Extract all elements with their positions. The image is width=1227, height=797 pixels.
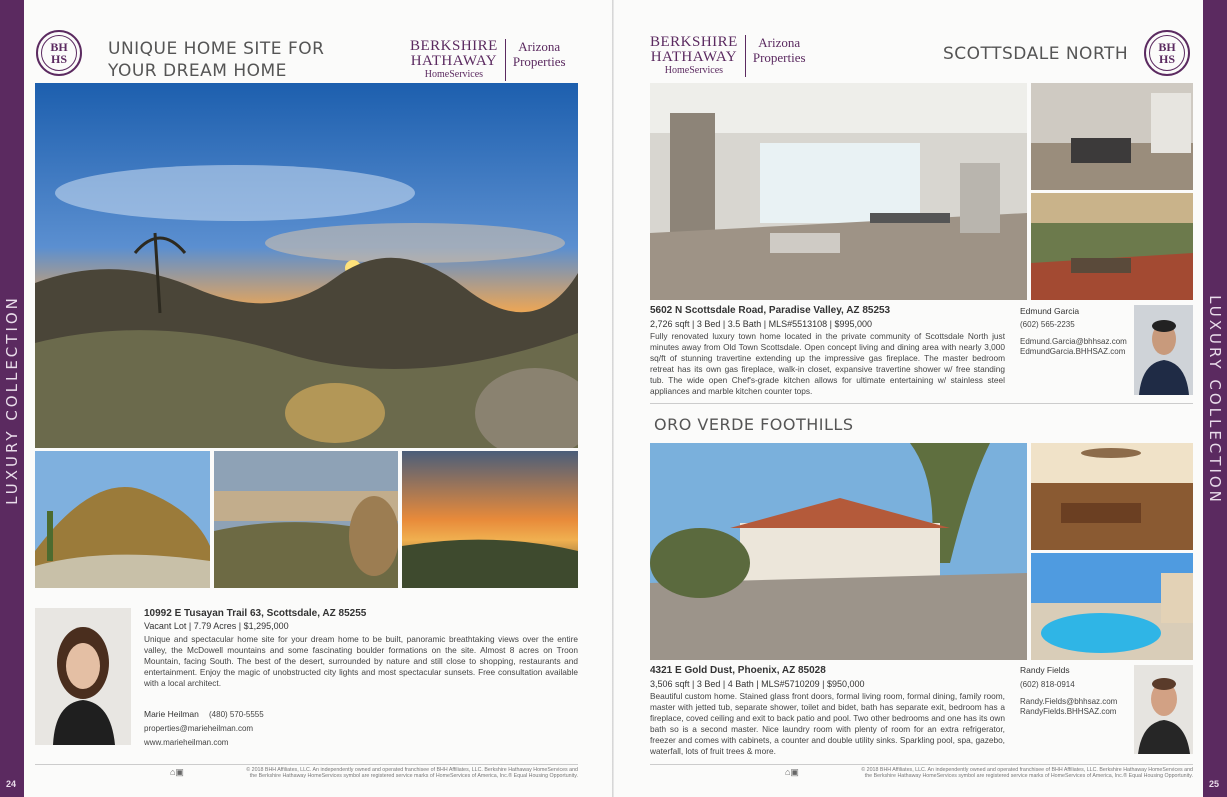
agent2-name: Randy Fields bbox=[1020, 665, 1070, 675]
footer-rule bbox=[650, 764, 1193, 765]
side-label-left: LUXURY COLLECTION bbox=[3, 295, 21, 505]
seal-text-top: BH bbox=[50, 40, 68, 54]
hero-desert-sunset-photo bbox=[35, 83, 578, 448]
living-room-photo bbox=[650, 83, 1027, 300]
listing1-address: 5602 N Scottsdale Road, Paradise Valley, AZ 85253 bbox=[650, 305, 891, 316]
logo-line-2: HATHAWAY bbox=[410, 53, 498, 69]
equal-housing-icon: ⌂▣ bbox=[785, 767, 799, 777]
right-page bbox=[614, 0, 1203, 797]
logo-line-1: BERKSHIRE bbox=[650, 34, 738, 50]
page-number-left: 24 bbox=[6, 779, 17, 789]
agent1-website[interactable]: EdmundGarcia.BHHSAZ.com bbox=[1020, 347, 1126, 356]
logo-line-3: HomeServices bbox=[424, 69, 484, 80]
agent2-website[interactable]: RandyFields.BHHSAZ.com bbox=[1020, 707, 1117, 716]
desert-boulders-photo bbox=[214, 451, 398, 588]
page-number-right: 25 bbox=[1208, 779, 1219, 789]
listing1-meta: 2,726 sqft | 3 Bed | 3.5 Bath | MLS#5513108 | $995,000 bbox=[650, 319, 873, 329]
footer-rule bbox=[35, 764, 578, 765]
berkshire-hathaway-logo bbox=[410, 39, 566, 81]
agent-website[interactable]: www.marieheilman.com bbox=[144, 738, 229, 747]
agent-portrait-randy bbox=[1134, 665, 1193, 754]
agent1-phone: (602) 565-2235 bbox=[1020, 320, 1075, 329]
right-edge-band bbox=[1203, 0, 1227, 797]
seal-text-top: BH bbox=[1158, 40, 1176, 54]
equal-housing-icon: ⌂▣ bbox=[170, 767, 184, 777]
logo-region-2: Properties bbox=[512, 54, 566, 69]
logo-line-2: HATHAWAY bbox=[650, 49, 738, 65]
agent-portrait-edmund bbox=[1134, 305, 1193, 395]
listing2-description: Beautiful custom home. Stained glass front doors, formal living room, formal dining, family room, master with jetted tub, separate shower, toilet and bidet, bath has separate exit, bedroom has a fireplace, coved ceiling and exit to back patio and pool. Two other bedrooms and one has its own bath so is a second master. Nice laundry room with plenty of room for an extra refrigerator, freezer and comes with cabinets, a counter and double utility sinks. Sparkling pool, spa, gazebo, waterfall, lots of fruit trees & more. bbox=[650, 691, 1005, 756]
kitchen-photo bbox=[1031, 443, 1193, 550]
side-label-right: LUXURY COLLECTION bbox=[1206, 295, 1224, 505]
agent-portrait-marie bbox=[35, 608, 131, 745]
agent-email[interactable]: properties@marieheilman.com bbox=[144, 724, 254, 733]
listing2-address: 4321 E Gold Dust, Phoenix, AZ 85028 bbox=[650, 665, 826, 676]
page-headline bbox=[108, 38, 324, 82]
seal-text-bottom: HS bbox=[50, 52, 67, 66]
legal-footer bbox=[199, 767, 578, 780]
bhhs-seal-logo bbox=[1144, 30, 1190, 76]
listing1-description: Fully renovated luxury town home located in the private community of Scottsdale North just minutes away from Old Town Scottsdale. Open concept living and dining area with nearly 3,000 sq/ft of stunning travertine extending up the impressive gas fireplace. The master bedroom retreat has its own gas fireplace, walk-in closet, expansive travertine shower w/ free standing tub. The wide open Chef's-grade kitchen allows for ultimate entertaining w/ stainless steel appliances and marble kitchen counter tops. bbox=[650, 331, 1005, 396]
agent2-email[interactable]: Randy.Fields@bhhsaz.com bbox=[1020, 697, 1118, 706]
listing-address: 10992 E Tusayan Trail 63, Scottsdale, AZ 85255 bbox=[144, 608, 367, 619]
legal-footer-line-1: © 2018 BHH Affiliates, LLC. An independently owned and operated franchisee of BHH Affiliates, LLC. Berkshire Hathaway HomeServices and bbox=[861, 767, 1193, 773]
legal-footer-line-2: the Berkshire Hathaway HomeServices symbol are registered service marks of HomeServices of America, Inc.® Equal Housing Opportunity. bbox=[249, 773, 578, 780]
legal-footer bbox=[814, 767, 1193, 780]
sunset-valley-photo bbox=[402, 451, 578, 588]
left-edge-band bbox=[0, 0, 24, 797]
logo-region-2: Properties bbox=[752, 50, 806, 65]
bhhs-seal-logo bbox=[36, 30, 82, 76]
logo-region-1: Arizona bbox=[518, 39, 561, 54]
listing-description: Unique and spectacular home site for your dream home to be built, panoramic breathtaking views over the entire valley, the McDowell mountains and some fascinating boulder formations on the site. Almost 8 acres on Troon Mountain, facing South. The best of the desert, surrounded by nature and still close to shopping, restaurants and entertainment. Enjoy the magic of unobstructed city lights and most spectacular sunsets. Free consultation available with a local architect. bbox=[144, 634, 578, 688]
logo-line-1: BERKSHIRE bbox=[410, 38, 498, 54]
section-divider bbox=[650, 403, 1193, 404]
logo-region-1: Arizona bbox=[758, 35, 801, 50]
mountain-road-photo bbox=[35, 451, 210, 588]
agent-phone: (480) 570-5555 bbox=[209, 710, 264, 719]
house-exterior-photo bbox=[650, 443, 1027, 660]
listing-meta: Vacant Lot | 7.79 Acres | $1,295,000 bbox=[144, 621, 289, 631]
agent-name: Marie Heilman bbox=[144, 709, 199, 719]
patio-photo bbox=[1031, 193, 1193, 300]
seal-text-bottom: HS bbox=[1158, 52, 1175, 66]
left-page bbox=[24, 0, 612, 797]
section2-headline: ORO VERDE FOOTHILLS bbox=[654, 415, 854, 434]
listing2-meta: 3,506 sqft | 3 Bed | 4 Bath | MLS#5710209 | $950,000 bbox=[650, 679, 865, 689]
legal-footer-line-1: © 2018 BHH Affiliates, LLC. An independently owned and operated franchisee of BHH Affiliates, LLC. Berkshire Hathaway HomeServices and bbox=[246, 767, 578, 773]
agent1-email[interactable]: Edmund.Garcia@bhhsaz.com bbox=[1020, 337, 1127, 346]
pool-photo bbox=[1031, 553, 1193, 660]
logo-line-3: HomeServices bbox=[664, 65, 724, 76]
agent1-name: Edmund Garcia bbox=[1020, 306, 1080, 316]
page-headline: SCOTTSDALE NORTH bbox=[943, 44, 1129, 64]
headline-line-2: YOUR DREAM HOME bbox=[108, 61, 287, 81]
bedroom-photo bbox=[1031, 83, 1193, 190]
legal-footer-line-2: the Berkshire Hathaway HomeServices symbol are registered service marks of HomeServices of America, Inc.® Equal Housing Opportunity. bbox=[864, 773, 1193, 780]
agent2-phone: (602) 818-0914 bbox=[1020, 680, 1075, 689]
berkshire-hathaway-logo bbox=[650, 35, 806, 77]
headline-line-1: UNIQUE HOME SITE FOR bbox=[108, 39, 325, 59]
